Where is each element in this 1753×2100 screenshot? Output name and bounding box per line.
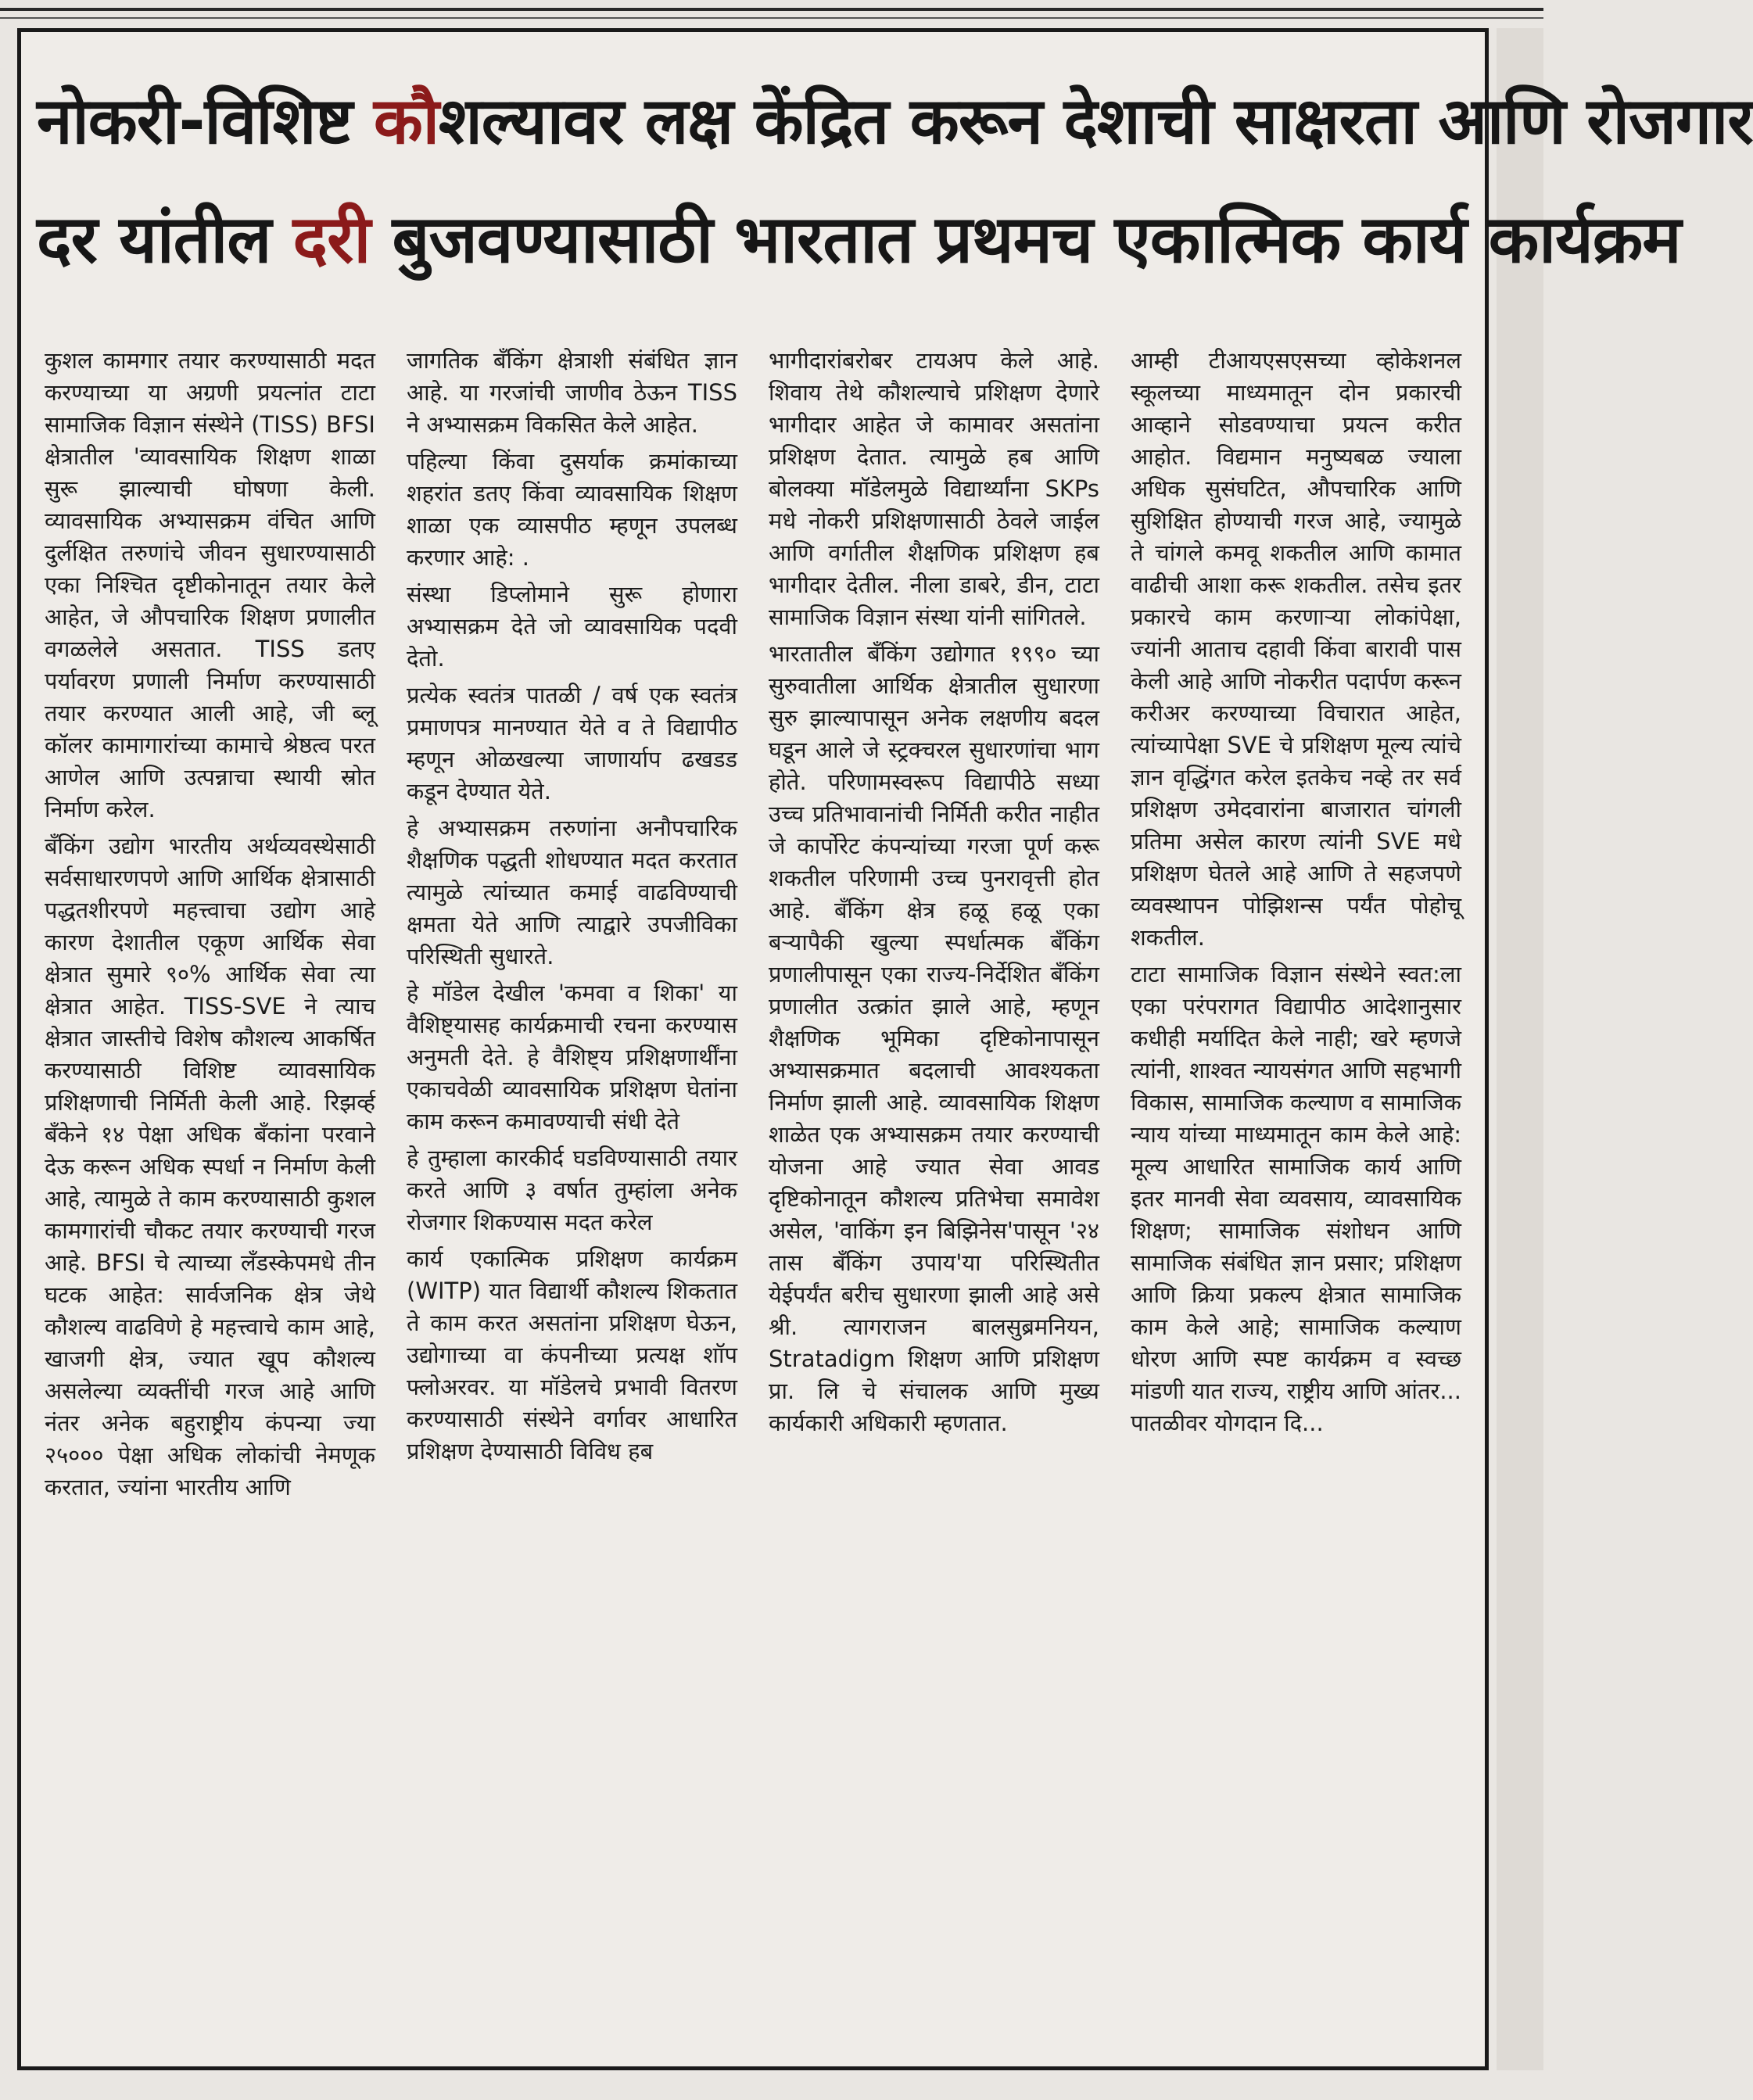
article-headline bbox=[37, 63, 1753, 298]
paragraph: पहिल्या किंवा दुसर्याक क्रमांकाच्या शहरांत डतए किंवा व्यावसायिक शिक्षण शाळा एक व्यासपीठ म्हणून उपलब्ध करणार आहे: . bbox=[407, 448, 737, 571]
paragraph: भारतातील बँकिंग उद्योगात १९९० च्या सुरुवातीला आर्थिक क्षेत्रातील सुधारणा सुरु झाल्यापासून अनेक लक्षणीय बदल घडून आले जे स्ट्रक्चरल सुधारणांचा भाग होते. परिणामस्वरूप विद्यापीठे सध्या उच्च प्रतिभावानांची निर्मिती करीत नाहीत जे कार्पोरेट कंपन्यांच्या गरजा पूर्ण करू शकतील परिणामी उच्च पुनरावृत्ती होत आहे. बँकिंग क्षेत्र हळू हळू एका बऱ्यापैकी खुल्या स्पर्धात्मक बँकिंग प्रणालीपासून एका राज्य-निर्देशित बँकिंग प्रणालीत उत्क्रांत झाले आहे, म्हणून शैक्षणिक भूमिका दृष्टिकोनापासून अभ्यासक्रमात बदलाची आवश्यकता निर्माण झाली आहे. व्यावसायिक शिक्षण शाळेत एक अभ्यासक्रम तयार करण्याची योजना आहे ज्यात सेवा आवड दृष्टिकोनातून कौशल्य प्रतिभेचा समावेश असेल, 'वाकिंग इन बिझिनेस'पासून '२४ तास बँकिंग उपाय'या परिस्थितीत येईपर्यंत बरीच सुधारणा झाली आहे असे श्री. त्यागराजन बालसुब्रमनियन, Stratadigm शिक्षण आणि प्रशिक्षण प्रा. लि चे संचालक आणि मुख्य कार्यकारी अधिकारी म्हणतात. bbox=[769, 640, 1099, 1436]
headline-text: शल्यावर लक्ष केंद्रित करून देशाची साक्षरता आणि रोजगार bbox=[439, 84, 1753, 159]
paragraph: भागीदारांबरोबर टायअप केले आहे. शिवाय तेथे कौशल्याचे प्रशिक्षण देणारे भागीदार आहेत जे कामावर असतांना प्रशिक्षण देतात. त्यामुळे हब आणि बोलक्या मॉडेलमुळे विद्यार्थ्यांना SKPs मधे नोकरी प्रशिक्षणासाठी ठेवले जाईल आणि वर्गातील शैक्षणिक प्रशिक्षण हब भागीदार देतील. नीला डाबरे, डीन, टाटा सामाजिक विज्ञान संस्था यांनी सांगितले. bbox=[769, 347, 1099, 630]
paragraph: जागतिक बँकिंग क्षेत्राशी संबंधित ज्ञान आहे. या गरजांची जाणीव ठेऊन TISS ने अभ्यासक्रम विकसित केले आहेत. bbox=[407, 347, 737, 438]
column-1 bbox=[45, 345, 375, 2035]
paragraph: कार्य एकात्मिक प्रशिक्षण कार्यक्रम (WITP) यात विद्यार्थी कौशल्य शिकतात ते काम करत असतांना प्रशिक्षण घेऊन, उद्योगाच्या वा कंपनीच्या प्रत्यक्ष शॉप फ्लोअरवर. या मॉडेलचे प्रभावी वितरण करण्यासाठी संस्थेने वर्गावर आधारित प्रशिक्षण देण्यासाठी विविध हब bbox=[407, 1245, 737, 1464]
headline-line-1 bbox=[37, 63, 1753, 181]
paragraph: हे अभ्यासक्रम तरुणांना अनौपचारिक शैक्षणिक पद्धती शोधण्यात मदत करतात त्यामुळे त्यांच्यात कमाई वाढविण्याची क्षमता येते आणि त्याद्वारे उपजीविका परिस्थिती सुधारते. bbox=[407, 815, 737, 969]
column-2 bbox=[407, 345, 737, 2035]
headline-line-2 bbox=[37, 181, 1681, 298]
column-4 bbox=[1131, 345, 1461, 2035]
top-rule bbox=[0, 8, 1543, 11]
article-columns bbox=[45, 345, 1461, 2035]
top-rule-thin bbox=[0, 17, 1543, 19]
paragraph: संस्था डिप्लोमाने सुरू होणारा अभ्यासक्रम देते जो व्यावसायिक पदवी देतो. bbox=[407, 581, 737, 672]
paragraph: हे मॉडेल देखील 'कमवा व शिका' या वैशिष्ट्यासह कार्यक्रमाची रचना करण्यास अनुमती देते. हे वैशिष्ट्य प्रशिक्षणार्थींना एकाचवेळी व्यावसायिक प्रशिक्षण घेतांना काम करून कमावण्याची संधी देते bbox=[407, 980, 737, 1134]
paragraph: आम्ही टीआयएसएसच्या व्होकेशनल स्कूलच्या माध्यमातून दोन प्रकारची आव्हाने सोडवण्याचा प्रयत्न करीत आहोत. विद्यमान मनुष्यबळ ज्याला अधिक सुसंघटित, औपचारिक आणि सुशिक्षित होण्याची गरज आहे, ज्यामुळे ते चांगले कमवू शकतील आणि कामात वाढीची आशा करू शकतील. तसेच इतर प्रकारचे काम करणाऱ्या लोकांपेक्षा, ज्यांनी आताच दहावी किंवा बारावी पास केली आहे आणि नोकरीत पदार्पण करून करीअर करण्याच्या विचारात आहेत, त्यांच्यापेक्षा SVE चे प्रशिक्षण मूल्य त्यांचे ज्ञान वृद्धिंगत करेल इतकेच नव्हे तर सर्व प्रशिक्षण उमेदवारांना बाजारात चांगली प्रतिमा असेल कारण त्यांनी SVE मधे प्रशिक्षण घेतले आहे आणि ते सहजपणे व्यवस्थापन पोझिशन्स पर्यंत पोहोचू शकतील. bbox=[1131, 347, 1461, 951]
paragraph: कुशल कामगार तयार करण्यासाठी मदत करण्याच्या या अग्रणी प्रयत्नांत टाटा सामाजिक विज्ञान संस्थेने (TISS) BFSI क्षेत्रातील 'व्यावसायिक शिक्षण शाळा सुरू झाल्याची घोषणा केली. व्यावसायिक अभ्यासक्रम वंचित आणि दुर्लक्षित तरुणांचे जीवन सुधारण्यासाठी एका निश्चित दृष्टीकोनातून तयार केले आहेत, जे औपचारिक शिक्षण प्रणालीत वगळलेले असतात. TISS डतए पर्यावरण प्रणाली निर्माण करण्यासाठी तयार करण्यात आली आहे, जी ब्लू कॉलर कामागारांच्या कामाचे श्रेष्ठत्व परत आणेल आणि उत्पन्नाचा स्थायी स्रोत निर्माण करेल. bbox=[45, 347, 375, 822]
column-3 bbox=[769, 345, 1099, 2035]
headline-text: दर यांतील bbox=[37, 201, 293, 278]
headline-highlight: कौ bbox=[373, 84, 439, 159]
paragraph: टाटा सामाजिक विज्ञान संस्थेने स्वत:ला एका परंपरागत विद्यापीठ आदेशानुसार कधीही मर्यादित केले नाही; खरे म्हणजे त्यांनी, शाश्वत न्यायसंगत आणि सहभागी विकास, सामाजिक कल्याण व सामाजिक न्याय यांच्या माध्यमातून काम केले आहे: मूल्य आधारित सामाजिक कार्य आणि इतर मानवी सेवा व्यवसाय, व्यावसायिक शिक्षण; सामाजिक संशोधन आणि सामाजिक संबंधित ज्ञान प्रसार; प्रशिक्षण आणि क्रिया प्रकल्प क्षेत्रात सामाजिक काम केले आहे; सामाजिक कल्याण धोरण आणि स्पष्ट कार्यक्रम व स्वच्छ मांडणी यात राज्य, राष्ट्रीय आणि आंतर... पातळीवर योगदान दि... bbox=[1131, 961, 1461, 1436]
headline-highlight: दरी bbox=[292, 201, 371, 278]
headline-text: बुजवण्यासाठी भारतात प्रथमच एकात्मिक कार्य कार्यक्रम bbox=[370, 201, 1681, 278]
paragraph: हे तुम्हाला कारकीर्द घडविण्यासाठी तयार करते आणि ३ वर्षात तुम्हांला अनेक रोजगार शिकण्यास मदत करेल bbox=[407, 1145, 737, 1235]
adjacent-page-strip bbox=[1497, 28, 1543, 2070]
headline-text: नोकरी-विशिष्ट bbox=[37, 84, 374, 159]
paragraph: प्रत्येक स्वतंत्र पातळी / वर्ष एक स्वतंत्र प्रमाणपत्र मानण्यात येते व ते विद्यापीठ म्हणून ओळखल्या जाणार्याप ढखडड कडून देण्यात येते. bbox=[407, 682, 737, 805]
paragraph: बँकिंग उद्योग भारतीय अर्थव्यवस्थेसाठी सर्वसाधारणपणे आणि आर्थिक क्षेत्रासाठी पद्धतशीरपणे महत्त्वाचा उद्योग आहे कारण देशातील एकूण आर्थिक सेवा क्षेत्रात सुमारे ९०% आर्थिक सेवा त्या क्षेत्रात आहेत. TISS-SVE ने त्याच क्षेत्रात जास्तीचे विशेष कौशल्य आकर्षित करण्यासाठी विशिष्ट व्यावसायिक प्रशिक्षणाची निर्मिती केली आहे. रिझर्व्ह बँकेने १४ पेक्षा अधिक बँकांना परवाने देऊ करून अधिक स्पर्धा न निर्माण केली आहे, त्यामुळे ते काम करण्यासाठी कुशल कामगारांची चौकट तयार करण्याची गरज आहे. BFSI चे त्याच्या लँडस्केपमधे तीन घटक आहेत: सार्वजनिक क्षेत्र जेथे कौशल्य वाढविणे हे महत्त्वाचे काम आहे, खाजगी क्षेत्र, ज्यात खूप कौशल्य असलेल्या व्यक्तींची गरज आहे आणि नंतर अनेक बहुराष्ट्रीय कंपन्या ज्या २५००० पेक्षा अधिक लोकांची नेमणूक करतात, ज्यांना भारतीय आणि bbox=[45, 833, 375, 1500]
article-frame bbox=[17, 28, 1753, 2070]
